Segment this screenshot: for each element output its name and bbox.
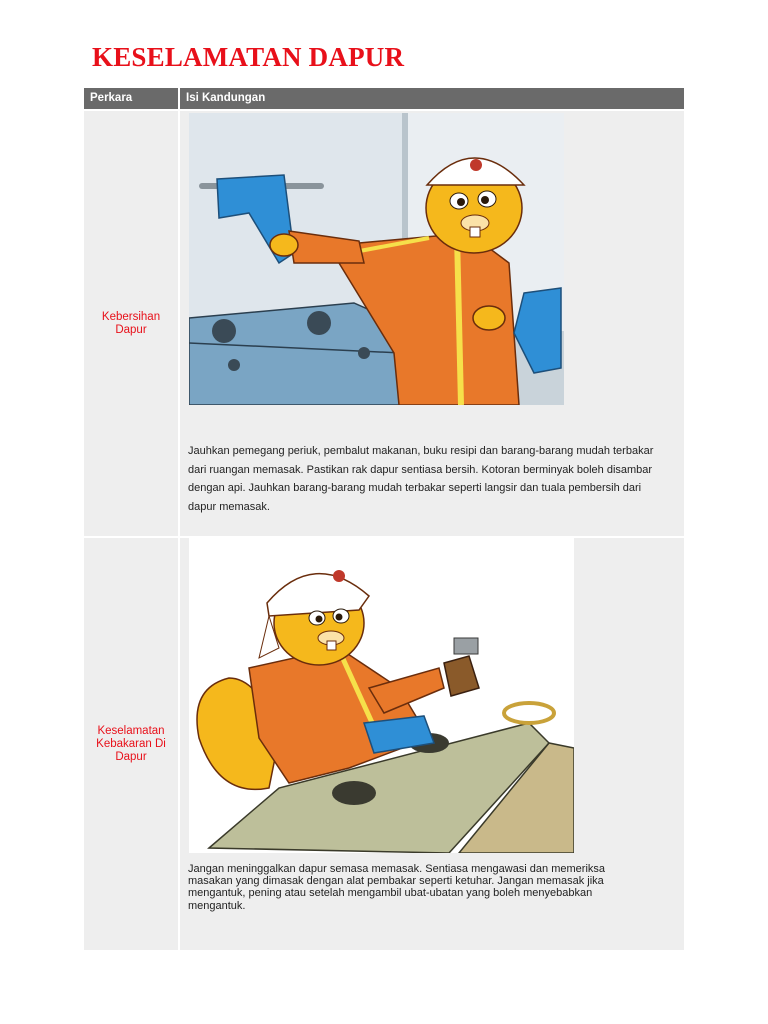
row-isi <box>180 111 684 536</box>
table-header <box>84 88 684 109</box>
header-perkara: Perkara <box>84 88 180 109</box>
firefighter-squirrel-stove-illustration <box>189 538 574 853</box>
page-title: KESELAMATAN DAPUR <box>92 42 405 72</box>
row-perkara <box>84 111 180 536</box>
row-isi <box>180 538 684 950</box>
row-isi-text: Jangan meninggalkan dapur semasa memasak. Sentiasa mengawasi dan memeriksa masakan yang dimasak dengan alat pembakar seperti ketuhar. Jangan memasak jika mengantuk, pening atau setelah mengambil ubat-ubatan yang boleh menyebabkan mengantuk. <box>188 863 606 912</box>
table-row <box>84 536 684 950</box>
table-row <box>84 109 684 536</box>
row-perkara-label: Keselamatan Kebakaran Di Dapur <box>96 724 166 763</box>
row-isi-text: Jauhkan pemegang periuk, pembalut makanan, buku resipi dan barang-barang mudah terbakar dari ruangan memasak. Pastikan rak dapur sentiasa bersih. Kotoran berminyak boleh disambar dengan api. Jauhkan barang-barang mudah terbakar seperti langsir dan tuala pembersih dari dapur memasak. <box>188 445 654 513</box>
firefighter-squirrel-towel-illustration <box>189 113 564 405</box>
row-perkara <box>84 538 180 950</box>
row-perkara-label: Kebersihan Dapur <box>101 310 161 336</box>
header-isi-kandungan: Isi Kandungan <box>186 92 266 104</box>
safety-table <box>84 88 684 950</box>
